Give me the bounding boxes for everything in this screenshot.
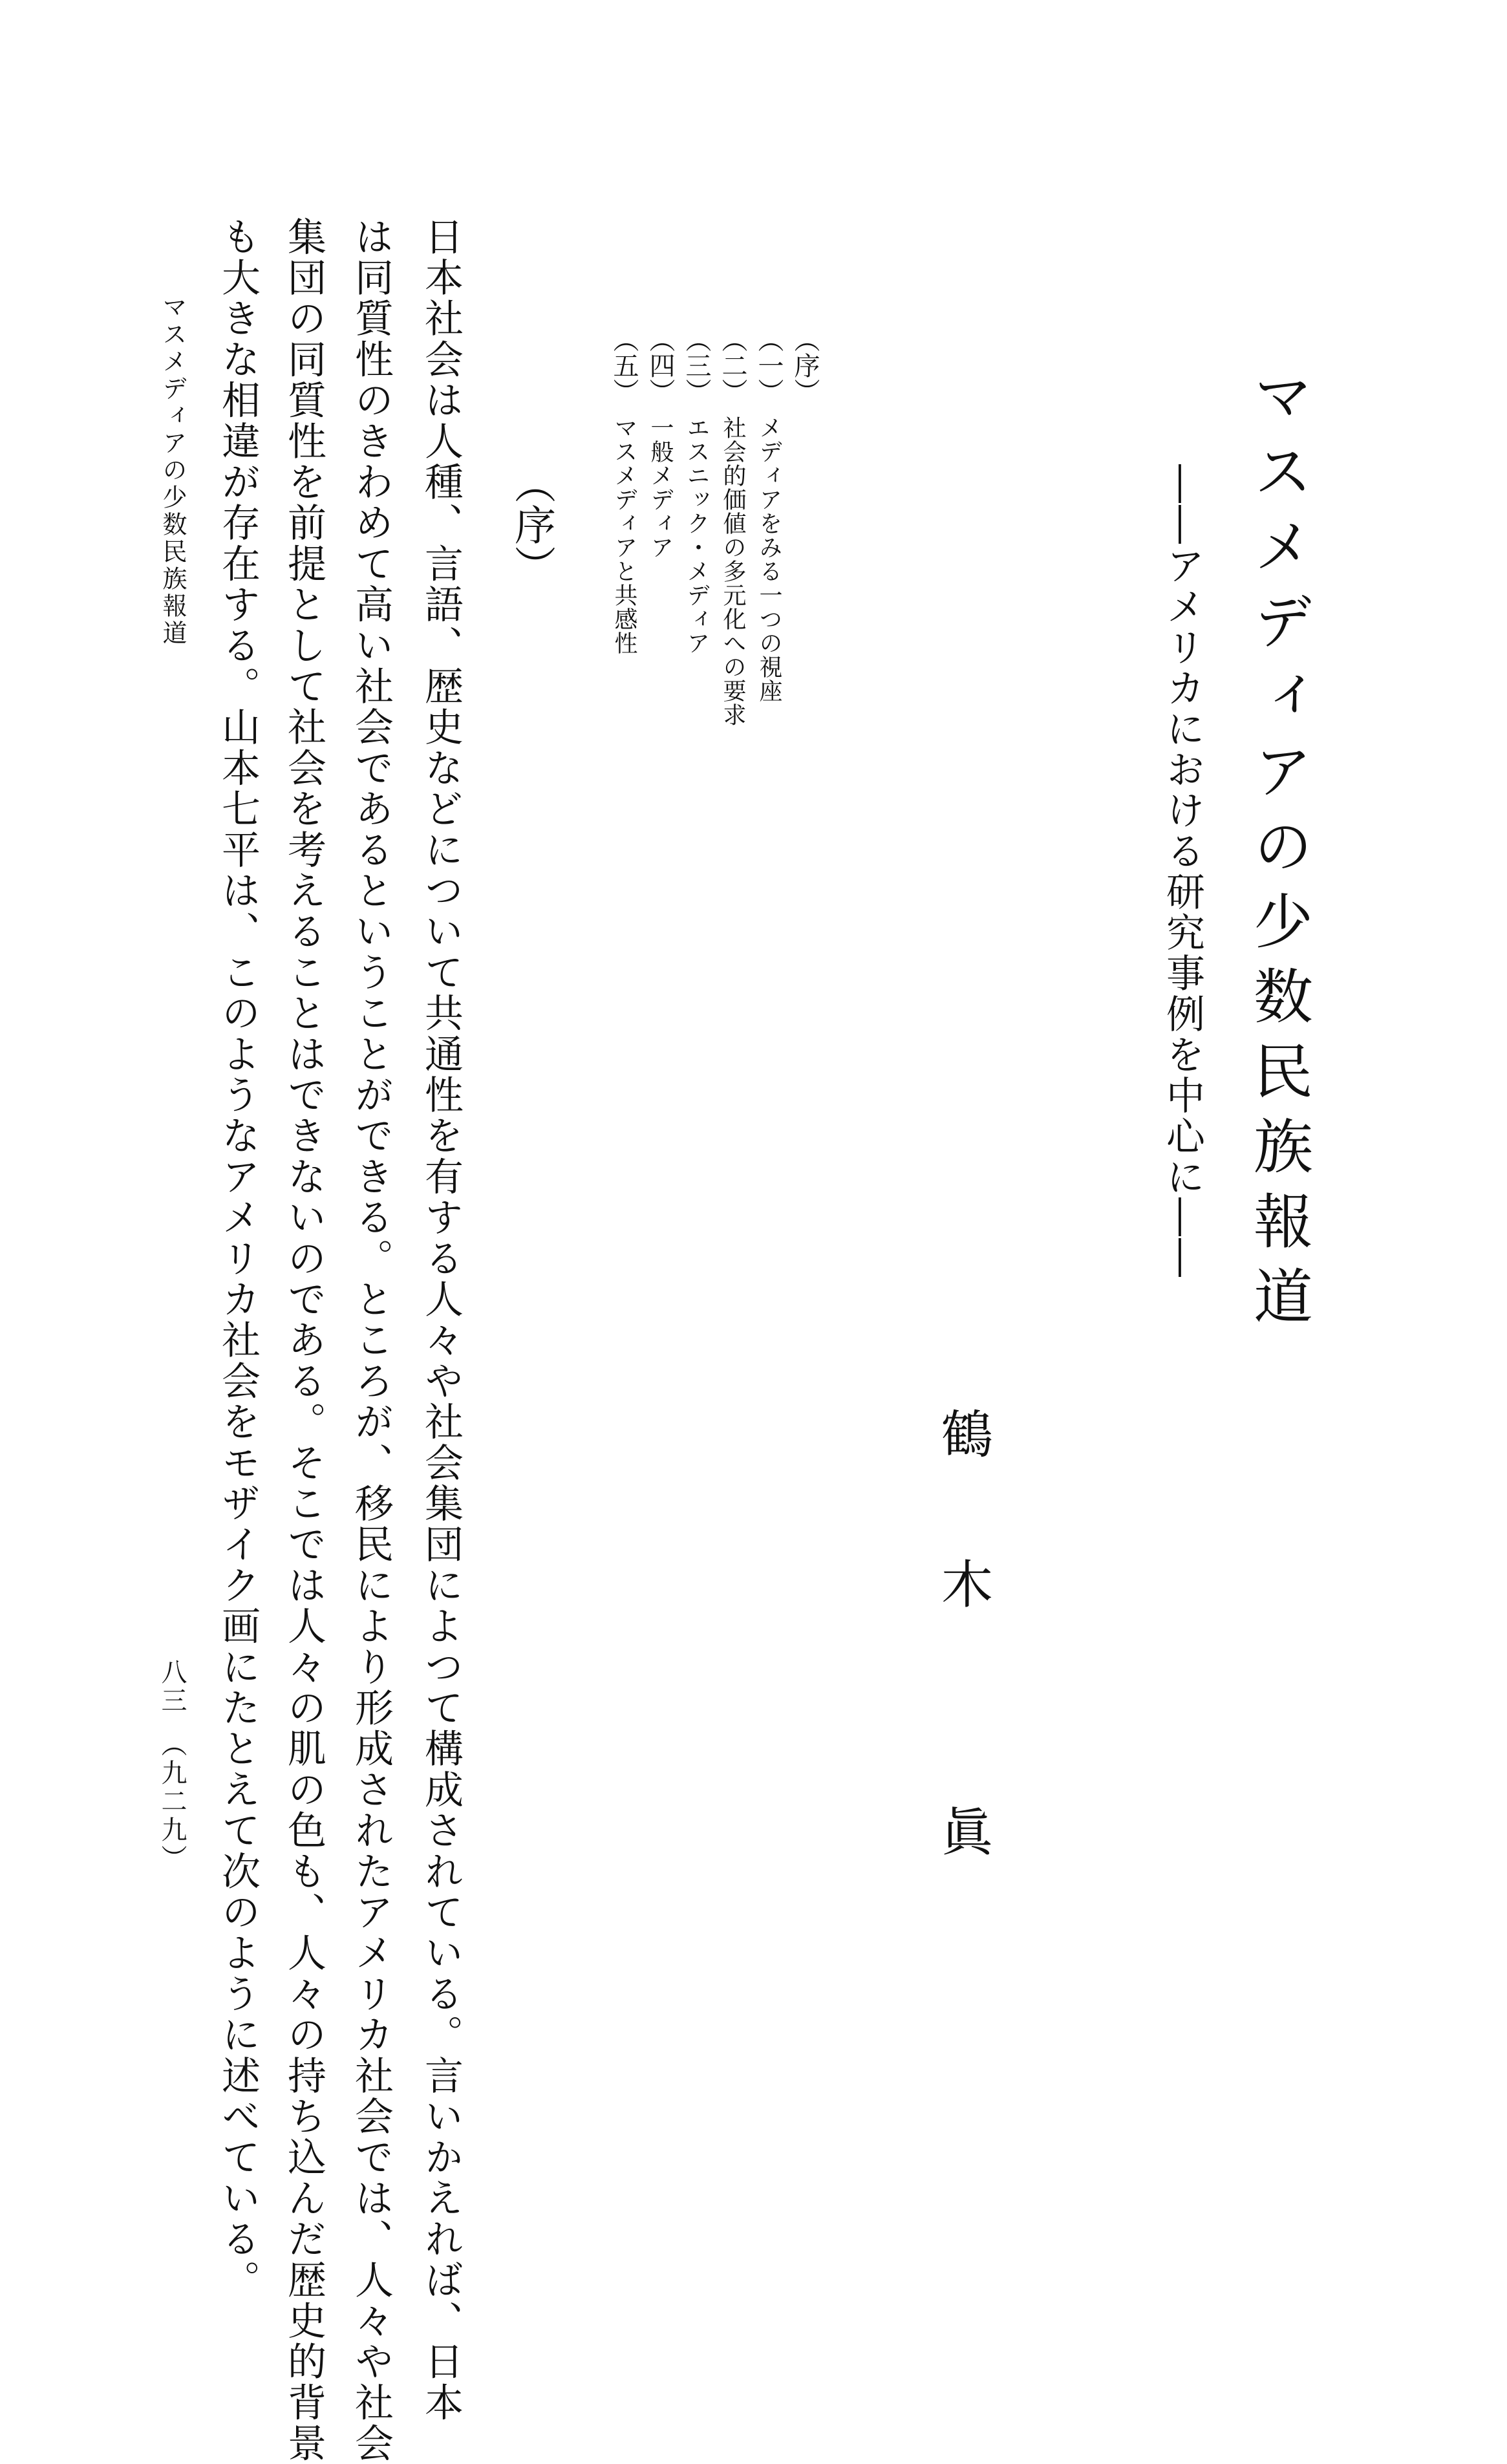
toc-item	[647, 327, 673, 714]
toc-item-text: メディアをみる一つの視座	[756, 416, 782, 703]
body-column-2: は同質性のきわめて高い社会であるということができる。ところが、移民により形成されたアメリカ社会では、人々や社会	[348, 217, 394, 2464]
toc-item-text: 社会的価値の多元化への要求	[720, 416, 746, 727]
toc-item-number: （序）	[790, 327, 820, 404]
toc-item-number: （四）	[645, 327, 675, 404]
author-char-3: 眞	[941, 1803, 993, 1863]
article-title: マスメディアの少数民族報道	[1244, 365, 1313, 1340]
toc-item-text: 一般メディア	[647, 416, 674, 559]
toc-item-number: （二）	[718, 327, 747, 404]
toc-item-text: エスニック・メディア	[683, 416, 710, 655]
toc-item	[718, 327, 747, 727]
toc-item	[792, 327, 818, 714]
toc-item	[756, 327, 782, 714]
article-subtitle: ――アメリカにおける研究事例を中心に――	[1160, 464, 1205, 1279]
toc-item-number: （五）	[609, 327, 639, 404]
toc-item-number: （三）	[681, 327, 711, 404]
running-title: マスメディアの少数民族報道	[158, 294, 187, 647]
author-char-2: 木	[941, 1555, 993, 1615]
section-heading: （序）	[508, 462, 555, 586]
body-column-4: も大きな相違が存在する。山本七平は、このようなアメリカ社会をモザイク画にたとえて次のように述べている。	[215, 217, 261, 2301]
page-number: 八三 （九二九）	[157, 1658, 187, 1873]
toc-item-number: （一）	[754, 327, 784, 404]
author-char-1: 鶴	[941, 1405, 993, 1465]
toc-item-text: マスメディアと共感性	[611, 416, 637, 655]
body-column-1: 日本社会は人種、言語、歴史などについて共通性を有する人々や社会集団によつて構成されている。言いかえれば、日本	[418, 217, 464, 2423]
toc-item	[611, 327, 637, 714]
toc-item	[683, 327, 709, 714]
body-column-3: 集団の同質性を前提として社会を考えることはできないのである。そこでは人々の肌の色も、人々の持ち込んだ歴史的背景	[281, 217, 326, 2464]
table-of-contents	[609, 327, 820, 727]
